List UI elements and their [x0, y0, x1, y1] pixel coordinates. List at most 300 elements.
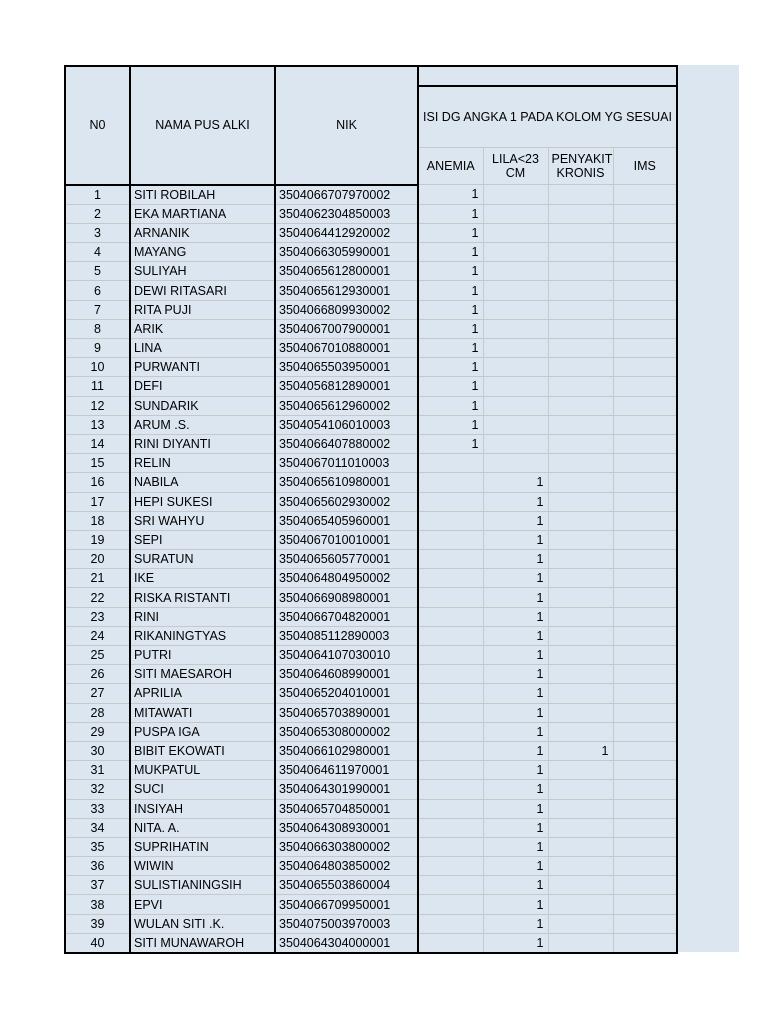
row-ims-cell[interactable] — [613, 492, 677, 511]
row-anemia-cell[interactable] — [418, 914, 483, 933]
row-no-cell[interactable]: 4 — [65, 243, 130, 262]
row-lila-cell[interactable]: 1 — [483, 876, 548, 895]
row-nik-cell[interactable]: 3504064412920002 — [275, 223, 418, 242]
row-penyakit-cell[interactable] — [548, 626, 613, 645]
row-anemia-cell[interactable]: 1 — [418, 377, 483, 396]
row-ims-cell[interactable] — [613, 588, 677, 607]
row-lila-cell[interactable] — [483, 396, 548, 415]
row-penyakit-cell[interactable] — [548, 511, 613, 530]
row-no-cell[interactable]: 34 — [65, 818, 130, 837]
row-nik-cell[interactable]: 3504066709950001 — [275, 895, 418, 914]
row-ims-cell[interactable] — [613, 607, 677, 626]
row-lila-cell[interactable] — [483, 434, 548, 453]
row-nik-cell[interactable]: 3504064803850002 — [275, 857, 418, 876]
row-lila-cell[interactable]: 1 — [483, 933, 548, 953]
row-ims-cell[interactable] — [613, 396, 677, 415]
row-no-cell[interactable]: 22 — [65, 588, 130, 607]
row-no-cell[interactable]: 16 — [65, 473, 130, 492]
table-row — [65, 646, 677, 665]
row-name-cell[interactable]: SITI MAESAROH — [130, 665, 275, 684]
row-name-cell[interactable]: PUSPA IGA — [130, 722, 275, 741]
row-ims-cell[interactable] — [613, 799, 677, 818]
row-no-cell[interactable]: 18 — [65, 511, 130, 530]
row-name-cell[interactable]: SEPI — [130, 530, 275, 549]
row-ims-cell[interactable] — [613, 626, 677, 645]
row-nik-cell[interactable]: 3504065704850001 — [275, 799, 418, 818]
row-nik-cell[interactable]: 3504065605770001 — [275, 550, 418, 569]
row-ims-cell[interactable] — [613, 454, 677, 473]
row-no-cell[interactable]: 30 — [65, 741, 130, 760]
row-anemia-cell[interactable]: 1 — [418, 300, 483, 319]
row-nik-cell[interactable]: 3504064804950002 — [275, 569, 418, 588]
row-ims-cell[interactable] — [613, 837, 677, 856]
row-ims-cell[interactable] — [613, 281, 677, 300]
row-lila-cell[interactable]: 1 — [483, 780, 548, 799]
row-no-cell[interactable]: 12 — [65, 396, 130, 415]
row-anemia-cell[interactable] — [418, 703, 483, 722]
row-name-cell[interactable]: APRILIA — [130, 684, 275, 703]
row-name-cell[interactable]: WULAN SITI .K. — [130, 914, 275, 933]
table-row — [65, 185, 677, 205]
row-anemia-cell[interactable] — [418, 761, 483, 780]
row-ims-cell[interactable] — [613, 434, 677, 453]
row-name-cell[interactable]: IKE — [130, 569, 275, 588]
row-anemia-cell[interactable] — [418, 741, 483, 760]
row-no-cell[interactable]: 5 — [65, 262, 130, 281]
row-no-cell[interactable]: 1 — [65, 185, 130, 205]
row-anemia-cell[interactable] — [418, 607, 483, 626]
row-lila-cell[interactable]: 1 — [483, 569, 548, 588]
row-name-cell[interactable]: RITA PUJI — [130, 300, 275, 319]
header-nik[interactable]: NIK — [275, 66, 418, 185]
row-no-cell[interactable]: 15 — [65, 454, 130, 473]
row-name-cell[interactable]: DEWI RITASARI — [130, 281, 275, 300]
row-penyakit-cell[interactable] — [548, 473, 613, 492]
row-anemia-cell[interactable] — [418, 492, 483, 511]
row-penyakit-cell[interactable] — [548, 300, 613, 319]
row-nik-cell[interactable]: 3504065612800001 — [275, 262, 418, 281]
row-penyakit-cell[interactable] — [548, 780, 613, 799]
row-nik-cell[interactable]: 3504067007900001 — [275, 319, 418, 338]
row-nik-cell[interactable]: 3504064308930001 — [275, 818, 418, 837]
row-ims-cell[interactable] — [613, 377, 677, 396]
row-ims-cell[interactable] — [613, 895, 677, 914]
row-ims-cell[interactable] — [613, 530, 677, 549]
row-nik-cell[interactable]: 3504066707970002 — [275, 185, 418, 205]
row-ims-cell[interactable] — [613, 684, 677, 703]
row-name-cell[interactable]: MAYANG — [130, 243, 275, 262]
row-ims-cell[interactable] — [613, 741, 677, 760]
row-no-cell[interactable]: 8 — [65, 319, 130, 338]
row-penyakit-cell[interactable]: 1 — [548, 741, 613, 760]
row-penyakit-cell[interactable] — [548, 703, 613, 722]
row-ims-cell[interactable] — [613, 415, 677, 434]
row-no-cell[interactable]: 27 — [65, 684, 130, 703]
row-penyakit-cell[interactable] — [548, 358, 613, 377]
row-name-cell[interactable]: ARNANIK — [130, 223, 275, 242]
row-no-cell[interactable]: 28 — [65, 703, 130, 722]
row-lila-cell[interactable] — [483, 281, 548, 300]
row-penyakit-cell[interactable] — [548, 262, 613, 281]
row-lila-cell[interactable]: 1 — [483, 607, 548, 626]
row-penyakit-cell[interactable] — [548, 185, 613, 205]
row-penyakit-cell[interactable] — [548, 914, 613, 933]
row-name-cell[interactable]: SRI WAHYU — [130, 511, 275, 530]
row-penyakit-cell[interactable] — [548, 876, 613, 895]
row-nik-cell[interactable]: 3504064107030010 — [275, 646, 418, 665]
row-lila-cell[interactable] — [483, 319, 548, 338]
row-lila-cell[interactable] — [483, 377, 548, 396]
row-name-cell[interactable]: SUCI — [130, 780, 275, 799]
row-ims-cell[interactable] — [613, 914, 677, 933]
row-ims-cell[interactable] — [613, 300, 677, 319]
row-no-cell[interactable]: 24 — [65, 626, 130, 645]
row-no-cell[interactable]: 29 — [65, 722, 130, 741]
row-no-cell[interactable]: 31 — [65, 761, 130, 780]
row-no-cell[interactable]: 20 — [65, 550, 130, 569]
row-penyakit-cell[interactable] — [548, 722, 613, 741]
table-row — [65, 223, 677, 242]
row-anemia-cell[interactable] — [418, 684, 483, 703]
row-name-cell[interactable]: NITA. A. — [130, 818, 275, 837]
row-ims-cell[interactable] — [613, 511, 677, 530]
row-anemia-cell[interactable] — [418, 646, 483, 665]
row-penyakit-cell[interactable] — [548, 837, 613, 856]
row-lila-cell[interactable]: 1 — [483, 646, 548, 665]
row-anemia-cell[interactable] — [418, 550, 483, 569]
row-nik-cell[interactable]: 3504075003970003 — [275, 914, 418, 933]
row-lila-cell[interactable]: 1 — [483, 530, 548, 549]
row-nik-cell[interactable]: 3504056812890001 — [275, 377, 418, 396]
row-name-cell[interactable]: BIBIT EKOWATI — [130, 741, 275, 760]
row-anemia-cell[interactable] — [418, 511, 483, 530]
row-penyakit-cell[interactable] — [548, 319, 613, 338]
row-anemia-cell[interactable]: 1 — [418, 396, 483, 415]
row-lila-cell[interactable]: 1 — [483, 914, 548, 933]
row-no-cell[interactable]: 10 — [65, 358, 130, 377]
header-lila[interactable]: LILA<23 CM — [483, 148, 548, 185]
row-penyakit-cell[interactable] — [548, 339, 613, 358]
row-no-cell[interactable]: 32 — [65, 780, 130, 799]
row-anemia-cell[interactable] — [418, 588, 483, 607]
table-row — [65, 204, 677, 223]
row-anemia-cell[interactable] — [418, 857, 483, 876]
row-anemia-cell[interactable] — [418, 818, 483, 837]
row-nik-cell[interactable]: 3504064611970001 — [275, 761, 418, 780]
row-name-cell[interactable]: MUKPATUL — [130, 761, 275, 780]
row-no-cell[interactable]: 13 — [65, 415, 130, 434]
row-name-cell[interactable]: SURATUN — [130, 550, 275, 569]
header-no[interactable]: N0 — [65, 66, 130, 185]
row-lila-cell[interactable] — [483, 243, 548, 262]
row-penyakit-cell[interactable] — [548, 550, 613, 569]
row-ims-cell[interactable] — [613, 646, 677, 665]
row-no-cell[interactable]: 38 — [65, 895, 130, 914]
row-nik-cell[interactable]: 3504066305990001 — [275, 243, 418, 262]
row-anemia-cell[interactable]: 1 — [418, 319, 483, 338]
row-nik-cell[interactable]: 3504065610980001 — [275, 473, 418, 492]
row-nik-cell[interactable]: 3504066704820001 — [275, 607, 418, 626]
row-lila-cell[interactable] — [483, 454, 548, 473]
row-no-cell[interactable]: 36 — [65, 857, 130, 876]
row-nik-cell[interactable]: 3504065204010001 — [275, 684, 418, 703]
header-penyakit[interactable]: PENYAKIT KRONIS — [548, 148, 613, 185]
row-penyakit-cell[interactable] — [548, 415, 613, 434]
row-ims-cell[interactable] — [613, 550, 677, 569]
table-row — [65, 454, 677, 473]
row-ims-cell[interactable] — [613, 473, 677, 492]
row-lila-cell[interactable] — [483, 185, 548, 205]
row-anemia-cell[interactable] — [418, 780, 483, 799]
row-ims-cell[interactable] — [613, 722, 677, 741]
row-name-cell[interactable]: RIKANINGTYAS — [130, 626, 275, 645]
row-penyakit-cell[interactable] — [548, 857, 613, 876]
row-anemia-cell[interactable] — [418, 722, 483, 741]
row-ims-cell[interactable] — [613, 358, 677, 377]
row-anemia-cell[interactable]: 1 — [418, 339, 483, 358]
row-no-cell[interactable]: 6 — [65, 281, 130, 300]
row-name-cell[interactable]: DEFI — [130, 377, 275, 396]
row-anemia-cell[interactable]: 1 — [418, 434, 483, 453]
row-penyakit-cell[interactable] — [548, 396, 613, 415]
row-ims-cell[interactable] — [613, 876, 677, 895]
row-ims-cell[interactable] — [613, 857, 677, 876]
row-penyakit-cell[interactable] — [548, 223, 613, 242]
row-ims-cell[interactable] — [613, 761, 677, 780]
row-nik-cell[interactable]: 3504065612960002 — [275, 396, 418, 415]
row-lila-cell[interactable]: 1 — [483, 799, 548, 818]
row-penyakit-cell[interactable] — [548, 761, 613, 780]
row-lila-cell[interactable]: 1 — [483, 703, 548, 722]
row-nik-cell[interactable]: 3504066407880002 — [275, 434, 418, 453]
row-name-cell[interactable]: RELIN — [130, 454, 275, 473]
row-penyakit-cell[interactable] — [548, 377, 613, 396]
row-lila-cell[interactable]: 1 — [483, 665, 548, 684]
row-nik-cell[interactable]: 3504064608990001 — [275, 665, 418, 684]
row-anemia-cell[interactable] — [418, 876, 483, 895]
row-ims-cell[interactable] — [613, 818, 677, 837]
table-row — [65, 358, 677, 377]
row-ims-cell[interactable] — [613, 185, 677, 205]
row-no-cell[interactable]: 26 — [65, 665, 130, 684]
row-ims-cell[interactable] — [613, 339, 677, 358]
row-lila-cell[interactable]: 1 — [483, 684, 548, 703]
row-penyakit-cell[interactable] — [548, 799, 613, 818]
row-anemia-cell[interactable] — [418, 626, 483, 645]
row-name-cell[interactable]: SUPRIHATIN — [130, 837, 275, 856]
row-lila-cell[interactable]: 1 — [483, 741, 548, 760]
row-lila-cell[interactable]: 1 — [483, 761, 548, 780]
row-lila-cell[interactable]: 1 — [483, 722, 548, 741]
row-nik-cell[interactable]: 3504065503950001 — [275, 358, 418, 377]
spreadsheet-margin — [675, 65, 739, 952]
row-nik-cell[interactable]: 3504066303800002 — [275, 837, 418, 856]
row-penyakit-cell[interactable] — [548, 646, 613, 665]
row-nik-cell[interactable]: 3504065602930002 — [275, 492, 418, 511]
row-anemia-cell[interactable]: 1 — [418, 243, 483, 262]
row-penyakit-cell[interactable] — [548, 492, 613, 511]
row-name-cell[interactable]: WIWIN — [130, 857, 275, 876]
row-anemia-cell[interactable]: 1 — [418, 358, 483, 377]
row-ims-cell[interactable] — [613, 243, 677, 262]
row-nik-cell[interactable]: 3504067011010003 — [275, 454, 418, 473]
row-lila-cell[interactable]: 1 — [483, 492, 548, 511]
row-anemia-cell[interactable] — [418, 454, 483, 473]
row-lila-cell[interactable]: 1 — [483, 473, 548, 492]
row-name-cell[interactable]: NABILA — [130, 473, 275, 492]
row-nik-cell[interactable]: 3504054106010003 — [275, 415, 418, 434]
row-name-cell[interactable]: SITI ROBILAH — [130, 185, 275, 205]
row-lila-cell[interactable]: 1 — [483, 837, 548, 856]
row-ims-cell[interactable] — [613, 262, 677, 281]
row-nik-cell[interactable]: 3504066908980001 — [275, 588, 418, 607]
row-name-cell[interactable]: ARIK — [130, 319, 275, 338]
row-anemia-cell[interactable]: 1 — [418, 204, 483, 223]
row-no-cell[interactable]: 37 — [65, 876, 130, 895]
row-lila-cell[interactable] — [483, 358, 548, 377]
row-no-cell[interactable]: 2 — [65, 204, 130, 223]
row-name-cell[interactable]: HEPI SUKESI — [130, 492, 275, 511]
row-lila-cell[interactable]: 1 — [483, 818, 548, 837]
row-no-cell[interactable]: 9 — [65, 339, 130, 358]
row-anemia-cell[interactable] — [418, 933, 483, 953]
table-row — [65, 569, 677, 588]
row-ims-cell[interactable] — [613, 223, 677, 242]
row-name-cell[interactable]: SITI MUNAWAROH — [130, 933, 275, 953]
row-penyakit-cell[interactable] — [548, 665, 613, 684]
row-lila-cell[interactable]: 1 — [483, 550, 548, 569]
row-penyakit-cell[interactable] — [548, 933, 613, 953]
row-no-cell[interactable]: 23 — [65, 607, 130, 626]
row-penyakit-cell[interactable] — [548, 607, 613, 626]
row-ims-cell[interactable] — [613, 665, 677, 684]
table-row — [65, 857, 677, 876]
row-penyakit-cell[interactable] — [548, 569, 613, 588]
row-nik-cell[interactable]: 3504065612930001 — [275, 281, 418, 300]
row-lila-cell[interactable] — [483, 300, 548, 319]
header-name[interactable]: NAMA PUS ALKI — [130, 66, 275, 185]
header-top-blank — [418, 66, 677, 86]
row-nik-cell[interactable]: 3504066102980001 — [275, 741, 418, 760]
row-name-cell[interactable]: PURWANTI — [130, 358, 275, 377]
row-no-cell[interactable]: 3 — [65, 223, 130, 242]
row-penyakit-cell[interactable] — [548, 588, 613, 607]
row-lila-cell[interactable] — [483, 339, 548, 358]
row-nik-cell[interactable]: 3504067010880001 — [275, 339, 418, 358]
row-lila-cell[interactable]: 1 — [483, 511, 548, 530]
row-no-cell[interactable]: 33 — [65, 799, 130, 818]
row-ims-cell[interactable] — [613, 569, 677, 588]
row-lila-cell[interactable]: 1 — [483, 857, 548, 876]
row-lila-cell[interactable]: 1 — [483, 895, 548, 914]
row-lila-cell[interactable] — [483, 262, 548, 281]
row-name-cell[interactable]: RINI — [130, 607, 275, 626]
row-lila-cell[interactable]: 1 — [483, 626, 548, 645]
row-no-cell[interactable]: 11 — [65, 377, 130, 396]
row-nik-cell[interactable]: 3504062304850003 — [275, 204, 418, 223]
row-nik-cell[interactable]: 3504064304000001 — [275, 933, 418, 953]
row-penyakit-cell[interactable] — [548, 281, 613, 300]
row-penyakit-cell[interactable] — [548, 895, 613, 914]
row-lila-cell[interactable] — [483, 415, 548, 434]
row-name-cell[interactable]: MITAWATI — [130, 703, 275, 722]
row-anemia-cell[interactable]: 1 — [418, 185, 483, 205]
row-anemia-cell[interactable]: 1 — [418, 223, 483, 242]
row-name-cell[interactable]: RISKA RISTANTI — [130, 588, 275, 607]
row-nik-cell[interactable]: 3504065405960001 — [275, 511, 418, 530]
row-nik-cell[interactable]: 3504085112890003 — [275, 626, 418, 645]
row-penyakit-cell[interactable] — [548, 818, 613, 837]
row-ims-cell[interactable] — [613, 319, 677, 338]
header-anemia[interactable]: ANEMIA — [418, 148, 483, 185]
row-anemia-cell[interactable]: 1 — [418, 262, 483, 281]
row-name-cell[interactable]: SULISTIANINGSIH — [130, 876, 275, 895]
row-penyakit-cell[interactable] — [548, 243, 613, 262]
row-anemia-cell[interactable]: 1 — [418, 281, 483, 300]
row-nik-cell[interactable]: 3504067010010001 — [275, 530, 418, 549]
row-ims-cell[interactable] — [613, 703, 677, 722]
row-ims-cell[interactable] — [613, 933, 677, 953]
row-name-cell[interactable]: SUNDARIK — [130, 396, 275, 415]
row-anemia-cell[interactable] — [418, 473, 483, 492]
row-no-cell[interactable]: 21 — [65, 569, 130, 588]
row-name-cell[interactable]: SULIYAH — [130, 262, 275, 281]
row-nik-cell[interactable]: 3504066809930002 — [275, 300, 418, 319]
row-name-cell[interactable]: ARUM .S. — [130, 415, 275, 434]
header-ims[interactable]: IMS — [613, 148, 677, 185]
row-name-cell[interactable]: INSIYAH — [130, 799, 275, 818]
row-lila-cell[interactable] — [483, 204, 548, 223]
row-anemia-cell[interactable] — [418, 799, 483, 818]
row-penyakit-cell[interactable] — [548, 684, 613, 703]
row-penyakit-cell[interactable] — [548, 434, 613, 453]
table-row — [65, 434, 677, 453]
row-name-cell[interactable]: EKA MARTIANA — [130, 204, 275, 223]
row-nik-cell[interactable]: 3504065308000002 — [275, 722, 418, 741]
row-no-cell[interactable]: 25 — [65, 646, 130, 665]
row-anemia-cell[interactable] — [418, 895, 483, 914]
row-no-cell[interactable]: 14 — [65, 434, 130, 453]
row-nik-cell[interactable]: 3504064301990001 — [275, 780, 418, 799]
row-lila-cell[interactable] — [483, 223, 548, 242]
row-name-cell[interactable]: RINI DIYANTI — [130, 434, 275, 453]
row-ims-cell[interactable] — [613, 204, 677, 223]
row-nik-cell[interactable]: 3504065503860004 — [275, 876, 418, 895]
row-nik-cell[interactable]: 3504065703890001 — [275, 703, 418, 722]
row-anemia-cell[interactable] — [418, 530, 483, 549]
row-name-cell[interactable]: PUTRI — [130, 646, 275, 665]
row-anemia-cell[interactable] — [418, 569, 483, 588]
row-no-cell[interactable]: 35 — [65, 837, 130, 856]
row-no-cell[interactable]: 7 — [65, 300, 130, 319]
row-name-cell[interactable]: EPVI — [130, 895, 275, 914]
row-no-cell[interactable]: 17 — [65, 492, 130, 511]
row-penyakit-cell[interactable] — [548, 454, 613, 473]
row-no-cell[interactable]: 40 — [65, 933, 130, 953]
row-anemia-cell[interactable] — [418, 837, 483, 856]
row-penyakit-cell[interactable] — [548, 204, 613, 223]
row-lila-cell[interactable]: 1 — [483, 588, 548, 607]
header-group[interactable]: ISI DG ANGKA 1 PADA KOLOM YG SESUAI — [418, 86, 677, 148]
row-name-cell[interactable]: LINA — [130, 339, 275, 358]
row-ims-cell[interactable] — [613, 780, 677, 799]
row-penyakit-cell[interactable] — [548, 530, 613, 549]
row-no-cell[interactable]: 39 — [65, 914, 130, 933]
row-no-cell[interactable]: 19 — [65, 530, 130, 549]
row-anemia-cell[interactable] — [418, 665, 483, 684]
table-row — [65, 262, 677, 281]
row-anemia-cell[interactable]: 1 — [418, 415, 483, 434]
